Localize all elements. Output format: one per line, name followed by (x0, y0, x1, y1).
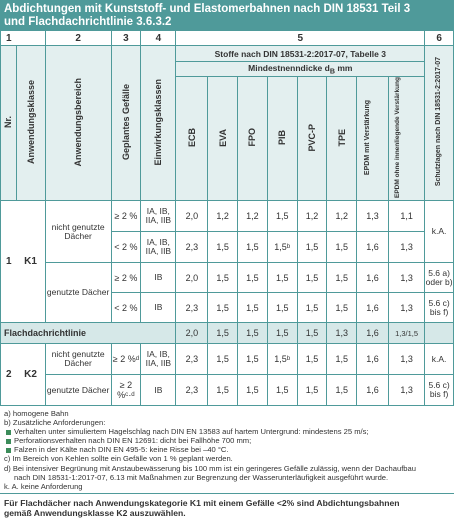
col-num-6: 6 (425, 31, 454, 46)
note-k: k. A. keine Anforderung (4, 481, 83, 491)
bereich-header (45, 46, 111, 201)
val: 1,5 (267, 263, 297, 293)
val: 1,3 (389, 232, 425, 263)
val: 1,5 (208, 232, 238, 263)
val: 2,0 (176, 263, 208, 293)
val: 2,3 (176, 232, 208, 263)
mat-tpe (327, 77, 357, 201)
val: 1,1 (389, 201, 425, 232)
schutz-header-text: Schutzlagen nach DIN 18531-2:2017-07 (435, 57, 443, 187)
mat-epdm-ohne (389, 77, 425, 201)
val: 1,3 (389, 263, 425, 293)
ein: IB (141, 293, 176, 323)
stoffe-row (1, 46, 454, 62)
bullet-icon (6, 439, 11, 444)
bullet-icon (6, 448, 11, 453)
note-a: a) homogene Bahn (4, 409, 69, 418)
val: 1,3 (389, 375, 425, 406)
ein: IB (141, 375, 176, 406)
col-num-5: 5 (176, 31, 425, 46)
gef: ≥ 2 % (111, 263, 141, 293)
title-line-1: Abdichtungen mit Kunststoff- und Elastomerbahnen nach DIN 18531 Teil 3 (4, 3, 411, 15)
val: 1,5 (208, 293, 238, 323)
table-row (1, 201, 454, 232)
val: 1,3/1,5 (389, 323, 425, 344)
mat-epdm-mit-text: EPDM mit Verstärkung (363, 99, 371, 176)
ein: IA, IB, IIA, IIB (141, 344, 176, 375)
note-b2 (4, 436, 450, 445)
mindest-text: Mindestnenndicke d (248, 62, 330, 73)
val: 1,5 (238, 293, 268, 323)
note-b2-text: Perforationsverhalten nach DIN EN 12691: dicht bei Fallhöhe 700 mm; (14, 436, 252, 446)
mindest-sub: B (329, 67, 335, 76)
val: 1,6 (357, 344, 389, 375)
val: 1,5 (208, 323, 238, 344)
mindest-unit: mm (334, 62, 353, 73)
val: 1,5 (297, 375, 327, 406)
val: 1,5 (267, 375, 297, 406)
val: 1,2 (208, 201, 238, 232)
note-b1 (4, 427, 450, 436)
gef: ≥ 2 %ᶜ·ᵈ (111, 375, 141, 406)
val: 1,5 (297, 263, 327, 293)
note-b3 (4, 445, 450, 454)
mat-pib-text: PIB (277, 129, 288, 145)
val: 1,5 (267, 201, 297, 232)
val: 1,5 (208, 375, 238, 406)
gef: < 2 % (111, 293, 141, 323)
table-row (1, 375, 454, 406)
val: 1,5 (238, 263, 268, 293)
val: 1,5 (297, 232, 327, 263)
col-num-3: 3 (111, 31, 141, 46)
val: 1,5ᵇ (267, 232, 297, 263)
mat-epdm-ohne-text: EPDM ohne innenliegende Verstärkung (393, 77, 401, 198)
stoffe-header: Stoffe nach DIN 18531-2:2017-07, Tabelle 3 (176, 46, 425, 62)
val: 1,6 (357, 293, 389, 323)
col-num-4: 4 (141, 31, 176, 46)
table-title (0, 0, 454, 30)
footer-note (0, 493, 454, 522)
k1-klasse: K1 (16, 201, 45, 323)
mat-fpo-text: FPO (247, 128, 258, 147)
klasse-header (16, 46, 45, 201)
note-b1-text: Verhalten unter simuliertem Hagelschlag nach DIN EN 13583 auf hartem Untergrund: mindestens 25 m/s; (14, 427, 369, 437)
k2-bereich-1: nicht genutzte Dächer (45, 344, 111, 375)
mat-pvcp (297, 77, 327, 201)
val: 1,6 (357, 323, 389, 344)
val: 2,3 (176, 344, 208, 375)
val: 1,5 (208, 344, 238, 375)
gef: ≥ 2 %ᵈ (111, 344, 141, 375)
val: 2,0 (176, 201, 208, 232)
k2-klasse: K2 (16, 344, 45, 406)
mat-tpe-text: TPE (336, 128, 347, 147)
val: 1,2 (238, 201, 268, 232)
val: 1,5 (238, 232, 268, 263)
mat-fpo (238, 77, 268, 201)
note-b: b) Zusätzliche Anforderungen: (4, 418, 106, 428)
footer-line-2: gemäß Anwendungsklasse K2 auszuwählen. (4, 507, 186, 518)
k1-nr: 1 (1, 201, 17, 323)
val: 1,6 (357, 263, 389, 293)
table-row (1, 263, 454, 293)
title-line-2: und Flachdachrichtlinie 3.6.3.2 (4, 16, 172, 28)
mat-epdm-mit (357, 77, 389, 201)
mat-eva-text: EVA (217, 128, 228, 147)
val: 1,5 (297, 323, 327, 344)
table-row (1, 344, 454, 375)
k2-bereich-2: genutzte Dächer (45, 375, 111, 406)
nr-header-text: Nr. (3, 115, 14, 128)
mat-pvcp-text: PVC-P (306, 123, 317, 152)
footnotes (0, 406, 454, 493)
fdr-empty (425, 323, 454, 344)
val: 1,5ᵇ (267, 344, 297, 375)
gefaelle-header (111, 46, 141, 201)
val: 1,6 (357, 375, 389, 406)
val: 1,5 (297, 344, 327, 375)
col-num-1: 1 (1, 31, 17, 46)
col-num-2: 2 (45, 31, 111, 46)
schutz: k.A. (425, 344, 454, 375)
ein: IB (141, 263, 176, 293)
val: 1,3 (357, 201, 389, 232)
klasse-header-text: Anwendungsklasse (25, 79, 36, 165)
k1-bereich-1: nicht genutzte Dächer (45, 201, 111, 263)
footer-line-1: Für Flachdächer nach Anwendungskategorie K1 mit einem Gefälle <2% sind Abdichtungsbahnen (4, 497, 400, 508)
schutz: 5.6 c) bis f) (425, 375, 454, 406)
einwirkung-header-text: Einwirkungsklassen (153, 78, 164, 166)
val: 1,2 (297, 201, 327, 232)
fdr-row (1, 323, 454, 344)
val: 1,5 (238, 323, 268, 344)
bereich-header-text: Anwendungsbereich (73, 77, 84, 167)
bullet-icon (6, 430, 11, 435)
einwirkung-header (141, 46, 176, 201)
note-d2: nach DIN 18531-1:2017-07, 6.13 mit Maßnahmen zur Begrenzung der Wasserunterläufigkeit ausgeführt wurde. (14, 472, 389, 482)
col-num-1b (16, 31, 45, 46)
schutz: 5.6 c) bis f) (425, 293, 454, 323)
note-b3-text: Falzen in der Kälte nach DIN EN 495-5: keine Risse bei –40 °C. (14, 445, 229, 455)
val: 1,5 (327, 232, 357, 263)
nr-header (1, 46, 17, 201)
column-number-row (1, 31, 454, 46)
val: 1,5 (327, 293, 357, 323)
mat-pib (267, 77, 297, 201)
gefaelle-header-text: Geplantes Gefälle (120, 83, 131, 161)
val: 1,6 (357, 232, 389, 263)
val: 1,5 (208, 263, 238, 293)
mat-ecb-text: ECB (186, 127, 197, 147)
mat-ecb (176, 77, 208, 201)
val: 1,3 (389, 293, 425, 323)
schutz: k.A. (425, 201, 454, 263)
note-c: c) Im Bereich von Kehlen sollte ein Gefälle von 1 % geplant werden. (4, 454, 233, 464)
val: 1,5 (327, 375, 357, 406)
schutz-header (425, 46, 454, 201)
mindest-header (176, 62, 425, 77)
val: 2,3 (176, 375, 208, 406)
val: 1,5 (297, 293, 327, 323)
gef: < 2 % (111, 232, 141, 263)
ein: IA, IB, IIA, IIB (141, 232, 176, 263)
val: 1,2 (327, 201, 357, 232)
mat-eva (208, 77, 238, 201)
val: 1,3 (389, 344, 425, 375)
val: 1,5 (238, 375, 268, 406)
gef: ≥ 2 % (111, 201, 141, 232)
k2-nr: 2 (1, 344, 17, 406)
val: 2,0 (176, 323, 208, 344)
val: 1,5 (238, 344, 268, 375)
k1-bereich-2: genutzte Dächer (45, 263, 111, 323)
fdr-label: Flachdachrichtlinie (1, 323, 176, 344)
val: 1,3 (327, 323, 357, 344)
schutz: 5.6 a) oder b) (425, 263, 454, 293)
val: 1,5 (327, 344, 357, 375)
val: 1,5 (267, 293, 297, 323)
thickness-table (0, 30, 454, 406)
val: 2,3 (176, 293, 208, 323)
ein: IA, IB, IIA, IIB (141, 201, 176, 232)
val: 1,5 (267, 323, 297, 344)
val: 1,5 (327, 263, 357, 293)
note-d1: d) Bei intensiver Begrünung mit Anstaubewässerung bis 100 mm ist ein geringeres Gefälle zulässig, wenn der Dachaufbau (4, 463, 416, 473)
